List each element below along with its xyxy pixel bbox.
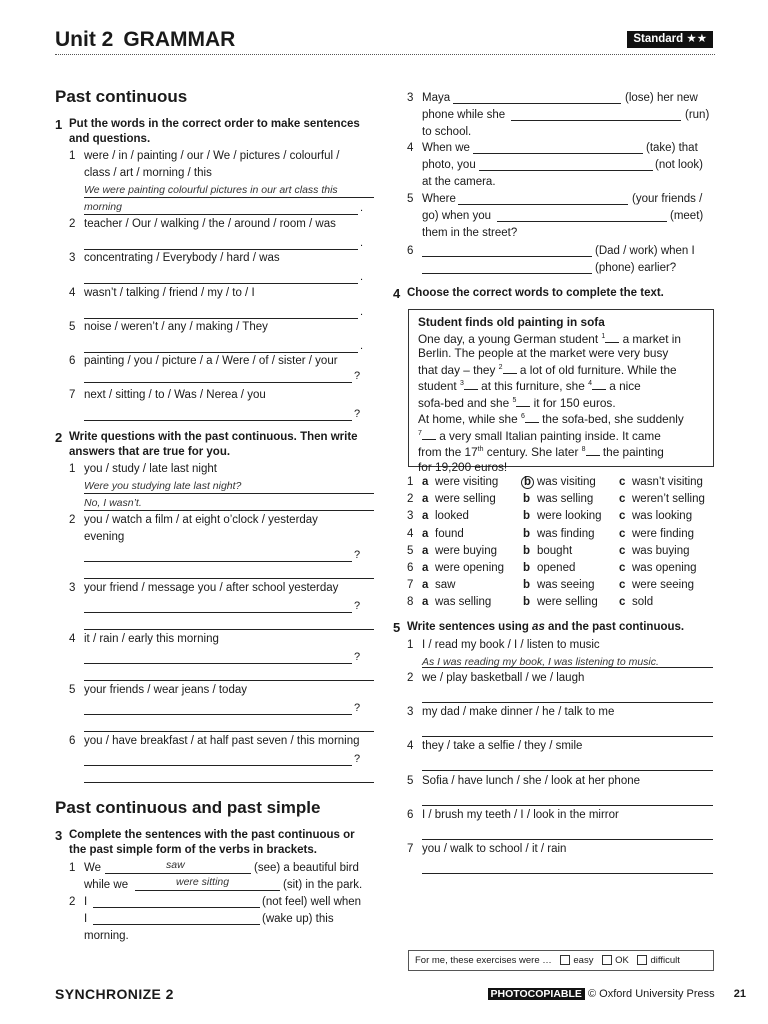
difficult-label: difficult <box>650 955 680 966</box>
item-text: phone while she <box>422 109 506 121</box>
mc-row <box>407 560 717 577</box>
item-prompt: concentrating / Everybody / hard / was <box>84 252 280 264</box>
item-prompt: painting / you / picture / a / Were / of / sister / your <box>84 355 338 367</box>
answer-line[interactable] <box>84 382 352 383</box>
item-text: (your friends / <box>632 193 703 205</box>
item-number: 3 <box>407 92 414 104</box>
answer-line[interactable] <box>84 765 352 766</box>
text-line: sofa-bed and she $^5$ it for 150 euros. <box>418 395 616 410</box>
option-c-letter[interactable]: c <box>619 476 626 488</box>
answer-text: No, I wasn’t. <box>84 497 142 509</box>
item-text: (not look) <box>655 159 703 171</box>
item-prompt: my dad / make dinner / he / talk to me <box>422 706 615 718</box>
page-header <box>55 28 715 54</box>
item-number: 4 <box>69 287 76 299</box>
item-number: 6 <box>407 809 414 821</box>
text-line: $^7$ a very small Italian painting inside. It came <box>418 428 661 443</box>
item-number: 2 <box>407 672 414 684</box>
option-b-text[interactable]: was visiting <box>537 476 596 488</box>
option-a-text[interactable]: were selling <box>435 493 496 506</box>
option-c-text[interactable]: were finding <box>632 527 695 540</box>
option-a-text[interactable]: saw <box>435 579 456 592</box>
gap-line[interactable] <box>473 153 643 154</box>
answer-line[interactable] <box>84 612 352 613</box>
mc-number: 5 <box>407 544 414 557</box>
option-c-text[interactable]: were seeing <box>632 579 695 592</box>
mc-number: 2 <box>407 493 414 506</box>
item-prompt: you / study / late last night <box>84 463 217 475</box>
item-text: (not feel) well when <box>262 896 362 908</box>
option-b-text[interactable]: was seeing <box>537 579 595 592</box>
answer-line[interactable] <box>84 629 374 630</box>
item-text: (see) a beautiful bird <box>254 862 359 874</box>
end-punctuation: . <box>360 237 364 249</box>
item-text: while we <box>84 879 129 891</box>
mc-number: 7 <box>407 579 414 592</box>
answer-line[interactable] <box>422 736 713 737</box>
text-line: student $^3$ at this furniture, she $^4$ a nice <box>418 379 641 394</box>
unit-title <box>55 28 235 52</box>
option-b-letter[interactable]: b <box>523 510 531 523</box>
topic-label: GRAMMAR <box>123 28 236 51</box>
option-c-letter[interactable]: c <box>619 510 626 523</box>
reading-text-box <box>408 309 714 474</box>
ok-checkbox[interactable] <box>602 955 612 965</box>
header-divider <box>55 54 715 55</box>
item-prompt: wasn’t / talking / friend / my / to / I <box>84 287 255 299</box>
brand-logo: SYNCHRONIZE 2 <box>55 986 174 1002</box>
exercise-number: 5 <box>393 620 401 635</box>
item-prompt: they / take a selfie / they / smile <box>422 740 583 752</box>
answer-line[interactable] <box>84 714 352 715</box>
mc-number: 4 <box>407 527 414 540</box>
end-punctuation: . <box>360 306 364 318</box>
answer-line[interactable] <box>422 770 713 771</box>
exercise-number: 4 <box>393 286 401 301</box>
item-text: (sit) in the park. <box>283 879 363 891</box>
item-text: (meet) <box>670 210 704 222</box>
gap-line[interactable] <box>453 103 621 104</box>
end-punctuation: ? <box>354 549 361 561</box>
exercise-number: 3 <box>55 828 63 843</box>
answer-line <box>84 493 374 494</box>
item-prompt-cont: class / art / morning / this <box>84 167 212 179</box>
mc-number: 1 <box>407 476 414 488</box>
item-number: 6 <box>407 245 414 257</box>
item-number: 4 <box>407 142 414 154</box>
item-text: (run) <box>685 109 710 121</box>
item-prompt: you / have breakfast / at half past seven / this morning <box>84 735 360 747</box>
exercise-instruction: Choose the correct words to complete the text. <box>407 287 664 299</box>
gap-line[interactable] <box>511 120 681 121</box>
footer-credits <box>488 988 746 1000</box>
item-prompt: your friends / wear jeans / today <box>84 684 247 696</box>
item-number: 6 <box>69 735 76 747</box>
option-a-letter[interactable]: a <box>422 476 429 488</box>
mc-row <box>407 594 717 611</box>
item-text: go) when you <box>422 210 492 222</box>
item-number: 4 <box>407 740 414 752</box>
end-punctuation: ? <box>354 753 361 765</box>
item-text: (Dad / work) when I <box>595 245 695 257</box>
option-c-text[interactable]: weren’t selling <box>632 493 705 506</box>
item-prompt: you / walk to school / it / rain <box>422 843 567 855</box>
item-text: (take) that <box>646 142 698 154</box>
option-a-letter[interactable]: a <box>422 596 429 609</box>
end-punctuation: ? <box>354 651 361 663</box>
option-a-text[interactable]: looked <box>435 510 469 523</box>
mc-number: 3 <box>407 510 414 523</box>
answer-text: As I was reading my book, I was listening to music. <box>422 656 659 668</box>
item-prompt: I / read my book / I / listen to music <box>422 639 600 651</box>
gap-line[interactable] <box>458 204 628 205</box>
mc-row <box>407 508 717 525</box>
option-a-letter[interactable]: a <box>422 562 429 574</box>
option-a-letter[interactable]: a <box>422 510 429 523</box>
end-punctuation: . <box>360 202 364 214</box>
gap-line[interactable] <box>479 170 653 171</box>
mc-row <box>407 577 717 594</box>
item-prompt: it / rain / early this morning <box>84 633 219 645</box>
gap-line[interactable] <box>93 907 260 908</box>
answer-line[interactable] <box>84 561 352 562</box>
option-c-letter[interactable]: c <box>619 596 626 609</box>
option-c-text[interactable]: was buying <box>632 544 690 557</box>
item-text: (lose) her new <box>625 92 698 104</box>
option-a-text[interactable]: were visiting <box>435 476 499 488</box>
item-text: (phone) earlier? <box>595 262 677 274</box>
item-number: 3 <box>407 706 414 718</box>
option-c-text[interactable]: sold <box>632 596 654 609</box>
item-text: to school. <box>422 126 472 138</box>
exercise-instruction: Write sentences using as and the past continuous. <box>407 621 685 633</box>
self-assessment-box <box>408 950 714 971</box>
option-b-letter[interactable]: b <box>523 579 531 592</box>
answer-line <box>84 214 358 215</box>
mc-number: 8 <box>407 596 414 609</box>
answer-line <box>84 510 374 511</box>
option-b-letter[interactable]: b <box>523 544 531 557</box>
option-b-text[interactable]: were looking <box>537 510 602 523</box>
self-assessment-label: For me, these exercises were … <box>415 955 552 966</box>
option-c-letter[interactable]: c <box>619 579 626 592</box>
option-b-text[interactable]: was finding <box>537 527 595 540</box>
answer-text: Were you studying late last night? <box>84 480 242 492</box>
text-line: that day – they $^2$ a lot of old furniture. While the <box>418 362 677 377</box>
item-prompt: teacher / Our / walking / the / around / room / was <box>84 218 336 230</box>
difficult-checkbox[interactable] <box>637 955 647 965</box>
easy-label: easy <box>573 955 594 966</box>
item-prompt: I / brush my teeth / I / look in the mirror <box>422 809 619 821</box>
text-line: One day, a young German student $^1$ a market in <box>418 331 681 346</box>
answer-line <box>84 197 374 198</box>
option-c-letter[interactable]: c <box>619 544 626 557</box>
item-text: morning. <box>84 930 129 942</box>
option-b-letter[interactable]: b <box>523 493 531 506</box>
item-number: 5 <box>69 684 76 696</box>
item-prompt: your friend / message you / after school yesterday <box>84 582 339 594</box>
text-title: Student finds old painting in sofa <box>418 315 605 329</box>
item-number: 1 <box>69 463 76 475</box>
page-number: 21 <box>733 988 746 1000</box>
mc-row <box>407 526 717 543</box>
option-c-text[interactable]: was looking <box>632 510 693 523</box>
item-text: When we <box>422 142 470 154</box>
mc-number: 6 <box>407 562 414 574</box>
end-punctuation: ? <box>354 600 361 612</box>
exercise-instruction: Complete the sentences with the past continuous or the past simple form of the verbs in brackets. <box>69 829 355 856</box>
item-prompt: were / in / painting / our / We / pictures / colourful / <box>84 150 340 162</box>
item-prompt-cont: evening <box>84 531 125 543</box>
option-a-text[interactable]: were buying <box>435 544 498 557</box>
answer-line <box>422 667 713 668</box>
option-b-text[interactable]: was selling <box>537 493 594 506</box>
item-number: 1 <box>69 862 76 874</box>
mc-row <box>407 543 717 560</box>
answer-line[interactable] <box>422 839 713 840</box>
answer-text: We were painting colourful pictures in our art class this <box>84 184 338 196</box>
answer-line[interactable] <box>84 782 374 783</box>
answer-line[interactable] <box>84 731 374 732</box>
gap-line[interactable] <box>497 221 667 222</box>
item-number: 5 <box>407 193 414 205</box>
item-prompt: you / watch a film / at eight o’clock / yesterday <box>84 514 318 526</box>
text-line: Berlin. The people at the market were very busy <box>418 346 669 361</box>
end-punctuation: . <box>360 271 364 283</box>
answer-line[interactable] <box>422 873 713 874</box>
item-number: 7 <box>69 389 76 401</box>
ok-label: OK <box>615 955 629 966</box>
item-prompt: noise / weren’t / any / making / They <box>84 321 268 333</box>
item-text: We <box>84 862 102 874</box>
option-a-letter[interactable]: a <box>422 493 429 506</box>
option-a-text[interactable]: were opening <box>435 562 505 574</box>
gap-answer: were sitting <box>176 876 230 888</box>
item-text: I <box>84 913 88 925</box>
section-title-past-cont-simple: Past continuous and past simple <box>55 798 321 817</box>
answer-line[interactable] <box>84 680 374 681</box>
end-punctuation: . <box>360 340 364 352</box>
answer-line[interactable] <box>422 702 713 703</box>
option-c-letter[interactable]: c <box>619 493 626 506</box>
item-number: 3 <box>69 252 76 264</box>
item-number: 4 <box>69 633 76 645</box>
item-text: them in the street? <box>422 227 518 239</box>
section-title-past-continuous: Past continuous <box>55 87 188 106</box>
option-b-letter[interactable]: b <box>523 527 531 540</box>
item-text: (wake up) this <box>262 913 334 925</box>
option-c-letter[interactable]: c <box>619 562 626 574</box>
option-b-letter[interactable]: b <box>523 562 531 574</box>
unit-label: Unit 2 <box>55 28 114 51</box>
gap-line[interactable] <box>93 924 260 925</box>
gap-line[interactable] <box>422 256 592 257</box>
option-b-text[interactable]: bought <box>537 544 573 557</box>
item-number: 7 <box>407 843 414 855</box>
end-punctuation: ? <box>354 408 361 420</box>
answer-line[interactable] <box>84 283 358 284</box>
item-text: photo, you <box>422 159 476 171</box>
item-text: I <box>84 896 88 908</box>
gap-line[interactable] <box>422 273 592 274</box>
option-b-text[interactable]: opened <box>537 562 576 574</box>
gap-answer: saw <box>166 859 185 871</box>
item-number: 6 <box>69 355 76 367</box>
answer-line[interactable] <box>84 420 352 421</box>
answer-line[interactable] <box>84 663 352 664</box>
option-a-letter[interactable]: a <box>422 579 429 592</box>
end-punctuation: ? <box>354 702 361 714</box>
item-prompt: we / play basketball / we / laugh <box>422 672 585 684</box>
item-number: 2 <box>69 514 76 526</box>
end-punctuation: ? <box>354 370 361 382</box>
level-badge: Standard ★★ <box>627 31 713 48</box>
exercise-instruction: Write questions with the past continuous. Then write answers that are true for you. <box>69 431 358 458</box>
copyright-text: © Oxford University Press <box>587 988 715 1000</box>
item-number: 2 <box>69 896 76 908</box>
exercise-number: 2 <box>55 430 63 445</box>
item-text: Where <box>422 193 456 205</box>
text-line: for 19,200 euros! <box>418 459 508 474</box>
item-number: 2 <box>69 218 76 230</box>
option-a-text[interactable]: found <box>435 527 464 540</box>
option-b-letter[interactable]: b <box>523 596 531 609</box>
option-c-text[interactable]: wasn’t visiting <box>632 476 703 488</box>
item-text: at the camera. <box>422 176 496 188</box>
item-number: 1 <box>407 639 414 651</box>
exercise-number: 1 <box>55 117 63 132</box>
mc-row <box>407 491 717 508</box>
answer-line[interactable] <box>84 578 374 579</box>
easy-checkbox[interactable] <box>560 955 570 965</box>
option-a-letter[interactable]: a <box>422 544 429 557</box>
exercise-instruction: Put the words in the correct order to make sentences and questions. <box>69 118 360 145</box>
item-number: 5 <box>407 775 414 787</box>
item-prompt: next / sitting / to / Was / Nerea / you <box>84 389 266 401</box>
answer-line[interactable] <box>422 805 713 806</box>
answer-text: morning <box>84 201 122 213</box>
option-c-letter[interactable]: c <box>619 527 626 540</box>
option-a-text[interactable]: was selling <box>435 596 492 609</box>
item-prompt: Sofia / have lunch / she / look at her phone <box>422 775 641 787</box>
option-a-letter[interactable]: a <box>422 527 429 540</box>
item-number: 1 <box>69 150 76 162</box>
mc-row: 1 a were visiting b was visiting c wasn’t visiting <box>407 474 717 491</box>
text-line: At home, while she $^6$ the sofa-bed, she suddenly <box>418 412 684 427</box>
text-line: from the 17th century. She later $^8$ the painting <box>418 445 664 460</box>
item-number: 5 <box>69 321 76 333</box>
item-number: 3 <box>69 582 76 594</box>
item-text: Maya <box>422 92 451 104</box>
option-c-text[interactable]: was opening <box>632 562 697 574</box>
photocopiable-badge: PHOTOCOPIABLE <box>488 988 585 1000</box>
option-b-text[interactable]: were selling <box>537 596 598 609</box>
